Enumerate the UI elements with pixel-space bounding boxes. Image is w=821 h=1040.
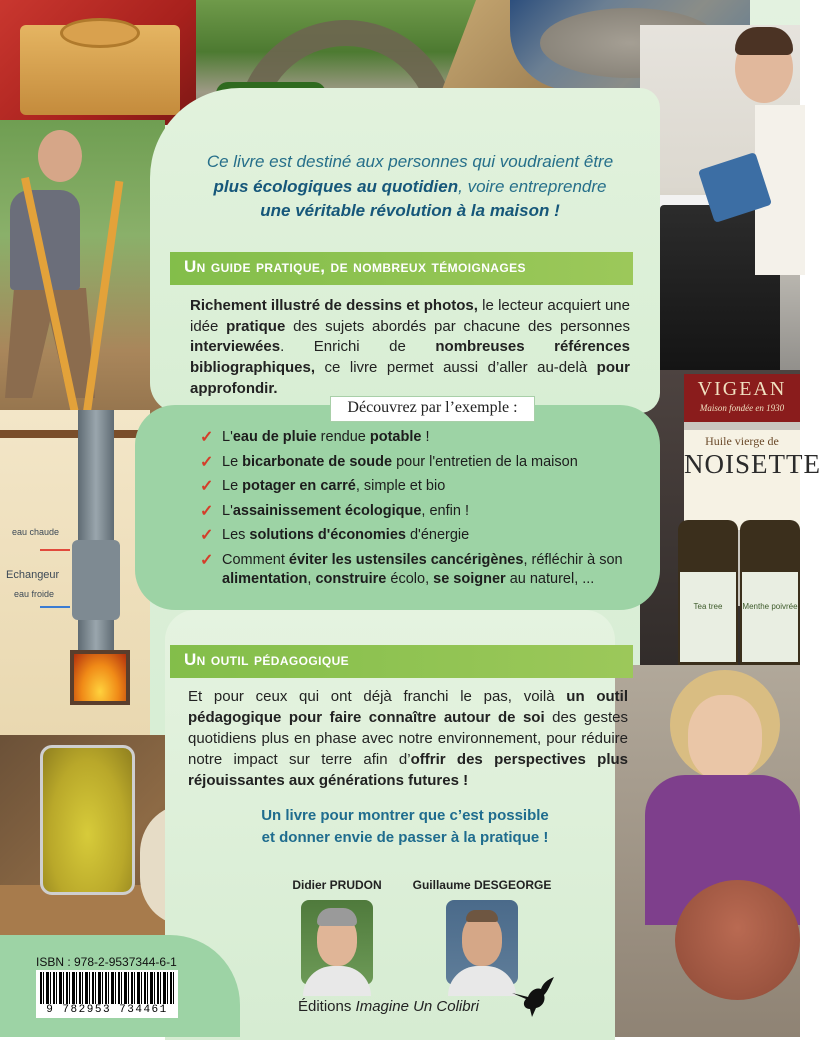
publisher: Éditions Imagine Un Colibri (298, 998, 479, 1015)
check-icon: ✓ (200, 429, 214, 446)
check-icon: ✓ (200, 502, 214, 520)
barcode (36, 970, 178, 1018)
guide-paragraph: Richement illustré de dessins et photos, le lecteur acquiert une idée pratique des sujets abordés par chacune des personnes interviewées. Enrichi de nombreuses références bibliographiques, ce livre permet aussi d’aller au-delà pour approfondir. (190, 297, 630, 397)
author-2 (412, 878, 552, 985)
slogan: Un livre pour montrer que c’est possible et donner envie de passer à la pratique ! (261, 807, 549, 846)
dry-toilet-photo (0, 0, 200, 125)
pedagogy-paragraph: Et pour ceux qui ont déjà franchi le pas, voilà un outil pédagogique pour faire connaître autour de soi des gestes quotidiens plus en phase avec notre environnement, pour réduire notre impact sur terre afin d’offrir des perspectives plus réjouissantes aux générations futures ! (188, 688, 628, 789)
isbn-label: ISBN : 978-2-9537344-6-1 (36, 955, 177, 969)
oil-bottles-photo: VIGEAN Maison fondée en 1930 Huile vierge de NOISETTE Tea tree Menthe poivrée (640, 370, 800, 695)
avatar (301, 900, 373, 985)
list-item: ✓ L'assainissement écologique, enfin ! (200, 502, 640, 522)
hummingbird-icon (510, 975, 555, 1020)
oil-brand-label: VIGEAN Maison fondée en 1930 (684, 374, 800, 422)
list-item: ✓ L'eau de pluie rendue potable ! (200, 428, 640, 448)
intro-text: Ce livre est destiné aux personnes qui voudraient être plus écologiques au quotidien, voire entreprendre une véritable révolution à la maison ! (206, 152, 614, 221)
list-item: ✓ Les solutions d'économies d'énergie (200, 526, 640, 546)
list-item: ✓ Comment éviter les ustensiles cancérigènes, réfléchir à son alimentation, construire écolo, se soigner au naturel, ... (200, 551, 623, 588)
diagram-label-hot: eau chaude (12, 527, 60, 537)
author-1 (282, 878, 392, 985)
section-title-pedagogy: Un outil pédagogique (170, 645, 633, 678)
check-icon: ✓ (200, 478, 214, 496)
list-item: ✓ Le bicarbonate de soude pour l'entretien de la maison (200, 453, 640, 473)
section-title-guide: Un guide pratique, de nombreux témoignages (170, 252, 633, 285)
check-icon: ✓ (200, 453, 214, 471)
avatar (446, 900, 518, 985)
author-2-name: Guillaume DESGEORGE (412, 878, 552, 892)
check-icon: ✓ (200, 551, 214, 569)
examples-list (200, 428, 640, 595)
list-item: ✓ Le potager en carré, simple et bio (200, 477, 640, 497)
heat-exchanger-diagram (0, 410, 150, 740)
barcode-digits: 9 782953 734461 (46, 1004, 168, 1016)
man-pellet-stove-photo (640, 25, 800, 385)
diagram-label-exchanger: Echangeur (6, 569, 60, 581)
diagram-label-cold: eau froide (14, 589, 55, 599)
check-icon: ✓ (200, 527, 214, 545)
author-1-name: Didier PRUDON (292, 878, 382, 892)
gardener-broadfork-photo (0, 120, 165, 450)
discover-label: Découvrez par l’exemple : (330, 396, 535, 422)
